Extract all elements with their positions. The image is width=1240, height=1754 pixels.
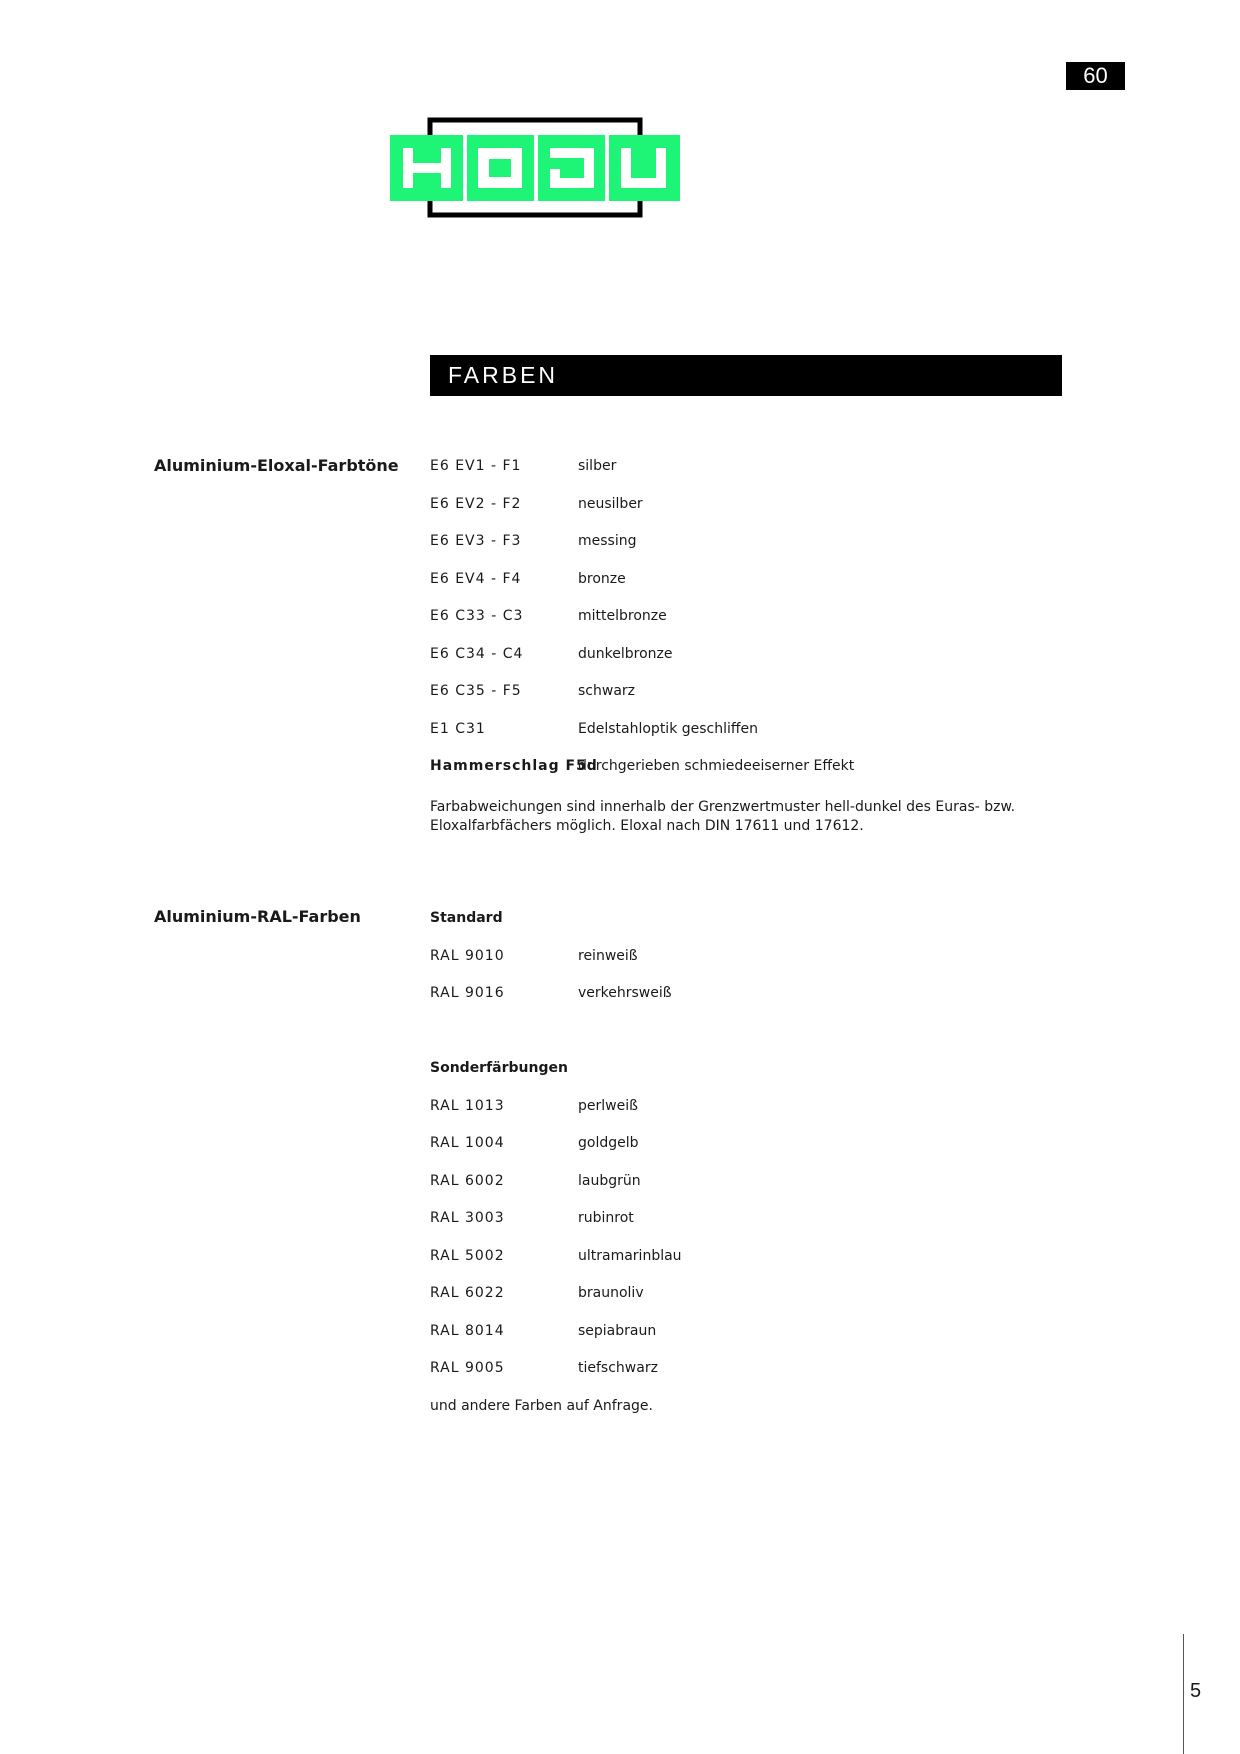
color-code: E6 EV2 - F2 bbox=[430, 495, 522, 512]
color-name: goldgelb bbox=[578, 1135, 639, 1151]
list-item bbox=[430, 496, 1030, 534]
list-item bbox=[430, 1210, 682, 1248]
list-item bbox=[430, 683, 1030, 721]
color-name: mittelbronze bbox=[578, 608, 667, 624]
color-code: RAL 9016 bbox=[430, 985, 505, 1001]
color-code: RAL 1013 bbox=[430, 1097, 505, 1114]
color-code: E6 EV4 - F4 bbox=[430, 570, 522, 587]
footer-page-number: 5 bbox=[1190, 1680, 1202, 1702]
list-item bbox=[430, 571, 1030, 609]
list-item bbox=[430, 608, 1030, 646]
eloxal-color-list bbox=[430, 458, 1030, 836]
list-item bbox=[430, 721, 1030, 759]
color-name: reinweiß bbox=[578, 947, 638, 964]
page-title: FARBEN bbox=[448, 362, 559, 388]
eloxal-note-line: Farbabweichungen sind innerhalb der Grenzwertmuster hell-dunkel des Euras- bzw. bbox=[430, 798, 1016, 815]
color-name: verkehrsweiß bbox=[578, 985, 672, 1001]
list-item bbox=[430, 1173, 682, 1211]
color-name: ultramarinblau bbox=[578, 1247, 682, 1264]
color-code: RAL 8014 bbox=[430, 1322, 505, 1339]
color-name: messing bbox=[578, 533, 637, 549]
list-item bbox=[430, 1285, 682, 1323]
standard-heading: Standard bbox=[430, 910, 503, 926]
ral-section-label: Aluminium-RAL-Farben bbox=[154, 907, 361, 926]
list-item bbox=[430, 1098, 682, 1136]
color-name: laubgrün bbox=[578, 1172, 641, 1189]
color-code: E6 C33 - C3 bbox=[430, 608, 524, 624]
color-code: RAL 3003 bbox=[430, 1210, 505, 1226]
page-number-badge bbox=[1066, 62, 1125, 90]
color-name: neusilber bbox=[578, 495, 643, 512]
color-name: schwarz bbox=[578, 683, 635, 699]
color-name: silber bbox=[578, 458, 617, 474]
color-code: RAL 6002 bbox=[430, 1172, 505, 1189]
list-item bbox=[430, 948, 682, 986]
color-code: E6 C34 - C4 bbox=[430, 645, 524, 662]
special-heading: Sonderfärbungen bbox=[430, 1060, 568, 1076]
color-name: bronze bbox=[578, 570, 626, 587]
eloxal-note bbox=[430, 798, 1030, 836]
color-code: RAL 6022 bbox=[430, 1285, 505, 1301]
color-code: Hammerschlag F5d bbox=[430, 758, 598, 774]
color-name: durchgerieben schmiedeeiserner Effekt bbox=[578, 758, 855, 774]
color-name: braunoliv bbox=[578, 1285, 644, 1301]
ral-color-list bbox=[430, 910, 682, 1414]
list-item bbox=[430, 646, 1030, 684]
color-code: E6 EV1 - F1 bbox=[430, 458, 522, 474]
section-title-bar bbox=[430, 355, 1062, 396]
color-code: E6 EV3 - F3 bbox=[430, 533, 522, 549]
color-code: E1 C31 bbox=[430, 720, 486, 737]
color-name: rubinrot bbox=[578, 1210, 634, 1226]
color-name: tiefschwarz bbox=[578, 1360, 658, 1376]
eloxal-section-label: Aluminium-Eloxal-Farbtöne bbox=[154, 456, 399, 475]
color-code: RAL 5002 bbox=[430, 1247, 505, 1264]
list-item bbox=[430, 1323, 682, 1361]
list-item bbox=[430, 1360, 682, 1398]
color-name: perlweiß bbox=[578, 1097, 638, 1114]
color-code: RAL 9010 bbox=[430, 947, 505, 964]
list-item bbox=[430, 1248, 682, 1286]
list-item bbox=[430, 1135, 682, 1173]
color-name: Edelstahloptik geschliffen bbox=[578, 720, 759, 737]
page-number: 60 bbox=[1083, 63, 1108, 88]
color-code: RAL 1004 bbox=[430, 1135, 505, 1151]
list-item bbox=[430, 458, 1030, 496]
color-code: RAL 9005 bbox=[430, 1360, 505, 1376]
color-name: sepiabraun bbox=[578, 1322, 657, 1339]
spacer bbox=[430, 1023, 682, 1061]
ral-footnote: und andere Farben auf Anfrage. bbox=[430, 1397, 653, 1414]
list-item bbox=[430, 758, 1030, 796]
footer-divider bbox=[1183, 1634, 1184, 1754]
eloxal-note-line: Eloxalfarbfächers möglich. Eloxal nach DIN 17611 und 17612. bbox=[430, 817, 864, 834]
hoju-logo bbox=[390, 117, 680, 218]
list-item bbox=[430, 533, 1030, 571]
color-code: E6 C35 - F5 bbox=[430, 683, 522, 699]
list-item bbox=[430, 985, 682, 1023]
color-name: dunkelbronze bbox=[578, 645, 673, 662]
